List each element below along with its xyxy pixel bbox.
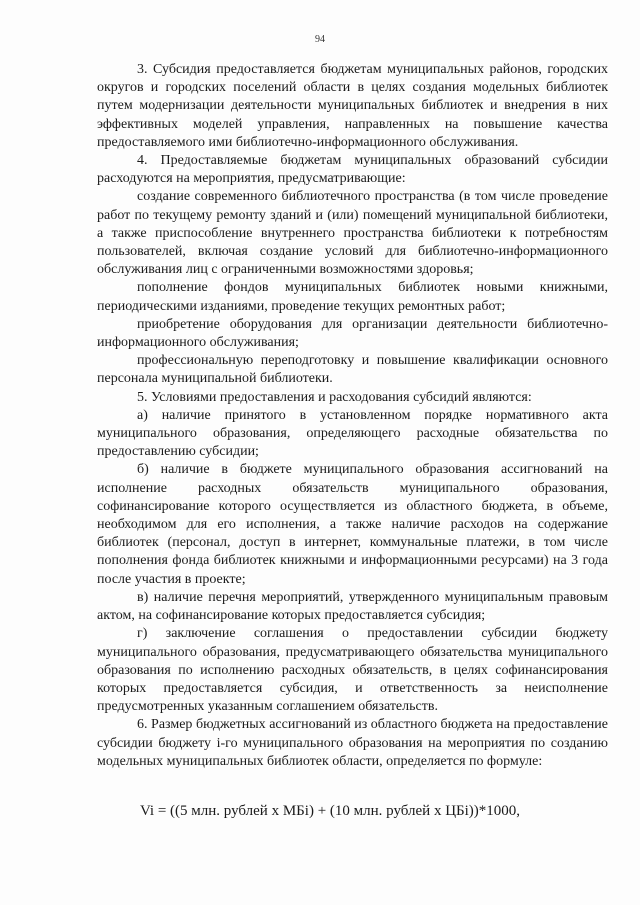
item-library-space: создание современного библиотечного пространства (в том числе проведение работ по текущему ремонту зданий и (или) помещений муниципальной библиотеки, а также приспособление внутреннего пространства библиотеки к потребностям пользователей, включая создание условий для библиотечно-информационного обслуживания лиц с ограниченными возможностями здоровья; xyxy=(97,189,608,278)
paragraph-5-conditions: 5. Условиями предоставления и расходования субсидий являются: xyxy=(137,389,532,405)
item-staff-training: профессиональную переподготовку и повышение квалификации основного персонала муниципальной библиотеки. xyxy=(97,353,608,387)
condition-g: г) заключение соглашения о предоставлении субсидии бюджету муниципального образования, предусматривающего обязательства муниципального образования по исполнению расходных обязательств, в целях софинансирования которых предоставляется субсидия, и ответственность за неисполнение предусмотренных указанным соглашением обязательств. xyxy=(97,626,608,715)
item-equipment: приобретение оборудования для организации деятельности библиотечно-информационного обслуживания; xyxy=(97,316,608,351)
paragraph-4-spending: 4. Предоставляемые бюджетам муниципальных образований субсидии расходуются на мероприятия, предусматривающие: xyxy=(97,153,608,187)
item-book-funds: пополнение фондов муниципальных библиотек новыми книжными, периодическими изданиями, проведение текущих ремонтных работ; xyxy=(97,280,608,314)
condition-b: б) наличие в бюджете муниципального образования ассигнований на исполнение расходных обязательств муниципального образования, софинансирование которого осуществляется из областного бюджета, в объеме, необходимом для его исполнения, а также наличие расходов на содержание библиотек (персонал, доступ в интернет, коммунальные платежи, в том числе пополнения фонда библиотек книжными и информационными ресурсами) на 3 года после участия в проекте; xyxy=(97,462,608,587)
paragraph-6-amount: 6. Размер бюджетных ассигнований из областного бюджета на предоставление субсидии бюджету i-го муниципального образования на мероприятия по созданию модельных муниципальных библиотек области, определяется по формуле: xyxy=(97,717,608,769)
document-body xyxy=(97,61,608,771)
page-number: 94 xyxy=(315,34,325,45)
condition-a: а) наличие принятого в установленном порядке нормативного акта муниципального образования, определяющего расходные обязательства по предоставлению субсидии; xyxy=(97,407,608,460)
condition-v: в) наличие перечня мероприятий, утвержденного муниципальным правовым актом, на софинансирование которых предоставляется субсидия; xyxy=(97,589,608,624)
paragraph-3-purpose: 3. Субсидия предоставляется бюджетам муниципальных районов, городских округов и городских поселений области в целях создания модельных библиотек путем модернизации деятельности муниципальных библиотек и внедрения в них эффективных моделей управления, направленных на повышение качества предоставляемого ими библиотечно-информационного обслуживания. xyxy=(97,62,608,150)
subsidy-formula: Vi = ((5 млн. рублей x МБi) + (10 млн. рублей x ЦБi))*1000, xyxy=(140,803,521,819)
